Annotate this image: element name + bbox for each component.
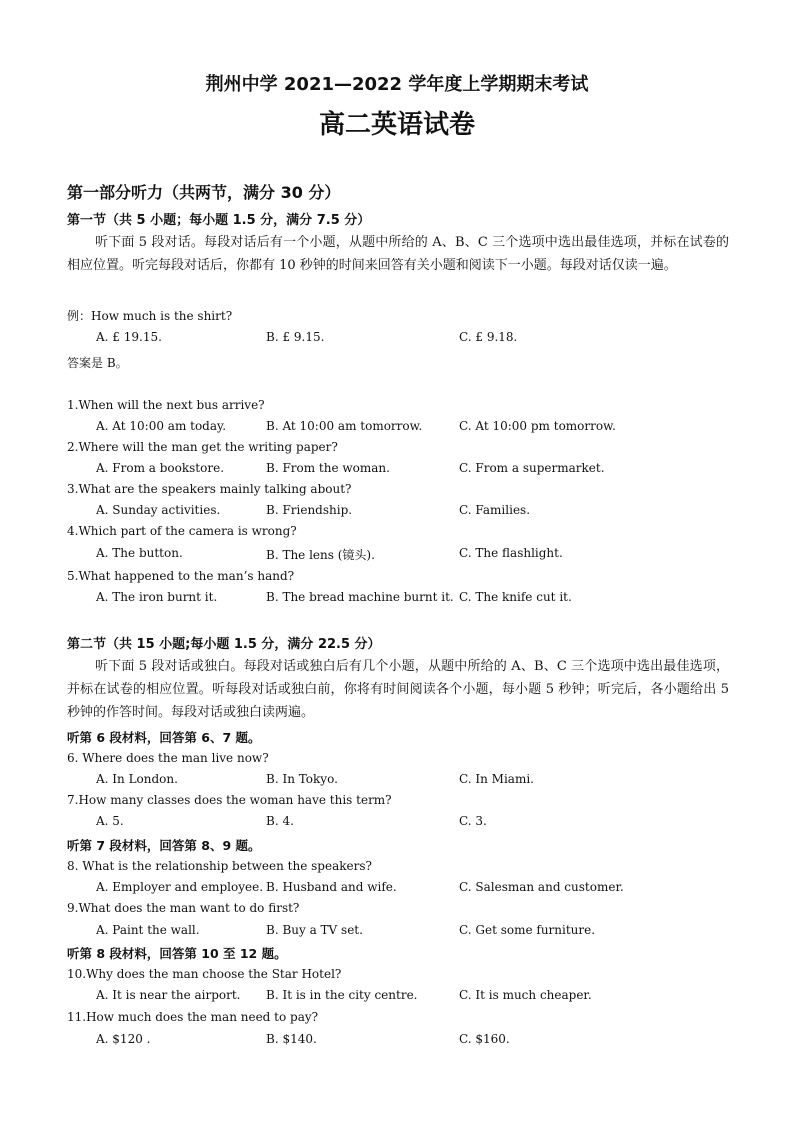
q6-option-a: A. In London. — [96, 772, 178, 786]
example-option-a: A. £ 19.15. — [96, 330, 162, 344]
q7-option-c: C. 3. — [459, 814, 487, 828]
group7-heading: 听第 7 段材料，回答第 8、9 题。 — [67, 838, 261, 853]
question-3: 3.What are the speakers mainly talking about? — [67, 482, 352, 496]
group8-heading: 听第 8 段材料，回答第 10 至 12 题。 — [67, 946, 287, 961]
question-6: 6. Where does the man live now? — [67, 751, 269, 765]
q9-option-c: C. Get some furniture. — [459, 923, 596, 937]
q10-option-a: A. It is near the airport. — [96, 988, 241, 1002]
q3-option-a: A. Sunday activities. — [96, 503, 221, 517]
group6-heading: 听第 6 段材料，回答第 6、7 题。 — [67, 730, 261, 745]
q9-option-a: A. Paint the wall. — [96, 923, 200, 937]
section2-instructions: 听下面 5 段对话或独白。每段对话或独白后有几个小题，从题中所给的 A、B、C 三个选项中选出最佳选项，并标在试卷的相应位置。听每段对话或独白前，你将有时间阅读各个小题，每小题 5 秒钟；听完后，各小题给出 5 秒钟的作答时间。每段对话或独白读两遍。 — [67, 659, 729, 720]
q7-option-b: B. 4. — [266, 814, 294, 828]
question-4: 4.Which part of the camera is wrong? — [67, 524, 297, 538]
example-question: 例：How much is the shirt? — [67, 309, 233, 323]
question-10: 10.Why does the man choose the Star Hotel? — [67, 967, 342, 981]
q10-option-b: B. It is in the city centre. — [266, 988, 418, 1002]
q2-option-b: B. From the woman. — [266, 461, 390, 475]
question-8: 8. What is the relationship between the speakers? — [67, 859, 372, 873]
q7-option-a: A. 5. — [96, 814, 124, 828]
section1-heading: 第一节（共 5 小题；每小题 1.5 分，满分 7.5 分） — [67, 213, 371, 228]
q11-option-c: C. $160. — [459, 1032, 510, 1046]
question-7: 7.How many classes does the woman have this term? — [67, 793, 392, 807]
q5-option-c: C. The knife cut it. — [459, 590, 572, 604]
question-2: 2.Where will the man get the writing paper? — [67, 440, 338, 454]
q6-option-c: C. In Miami. — [459, 772, 534, 786]
exam-title: 荆州中学 2021—2022 学年度上学期期末考试 — [205, 74, 589, 95]
q4-option-b: B. The lens (镜头). — [266, 548, 375, 562]
q4-option-c: C. The flashlight. — [459, 546, 563, 560]
q1-option-c: C. At 10:00 pm tomorrow. — [459, 419, 616, 433]
q6-option-b: B. In Tokyo. — [266, 772, 338, 786]
q10-option-c: C. It is much cheaper. — [459, 988, 592, 1002]
question-5: 5.What happened to the man’s hand? — [67, 569, 295, 583]
question-1: 1.When will the next bus arrive? — [67, 398, 265, 412]
example-option-c: C. £ 9.18. — [459, 330, 518, 344]
q3-option-b: B. Friendship. — [266, 503, 353, 517]
q5-option-b: B. The bread machine burnt it. — [266, 590, 454, 604]
example-answer: 答案是 B。 — [67, 356, 128, 370]
q11-option-b: B. $140. — [266, 1032, 317, 1046]
q8-option-c: C. Salesman and customer. — [459, 880, 624, 894]
section1-instructions: 听下面 5 段对话。每段对话后有一个小题，从题中所给的 A、B、C 三个选项中选出最佳选项，并标在试卷的相应位置。听完每段对话后，你都有 10 秒钟的时间来回答有关小题和阅读下一小题。每段对话仅读一遍。 — [67, 235, 729, 273]
question-11: 11.How much does the man need to pay? — [67, 1010, 319, 1024]
q5-option-a: A. The iron burnt it. — [96, 590, 218, 604]
part1-heading: 第一部分听力（共两节，满分 30 分） — [67, 183, 341, 202]
q1-option-a: A. At 10:00 am today. — [96, 419, 227, 433]
q9-option-b: B. Buy a TV set. — [266, 923, 363, 937]
section2-heading: 第二节（共 15 小题;每小题 1.5 分，满分 22.5 分） — [67, 637, 381, 652]
q1-option-b: B. At 10:00 am tomorrow. — [266, 419, 423, 433]
q2-option-c: C. From a supermarket. — [459, 461, 605, 475]
q3-option-c: C. Families. — [459, 503, 531, 517]
q8-option-b: B. Husband and wife. — [266, 880, 397, 894]
q8-option-a: A. Employer and employee. — [96, 880, 264, 894]
q11-option-a: A. $120 . — [96, 1032, 151, 1046]
q2-option-a: A. From a bookstore. — [96, 461, 225, 475]
exam-subject-title: 高二英语试卷 — [318, 110, 475, 140]
q4-option-a: A. The button. — [96, 546, 183, 560]
question-9: 9.What does the man want to do first? — [67, 901, 300, 915]
example-option-b: B. £ 9.15. — [266, 330, 325, 344]
